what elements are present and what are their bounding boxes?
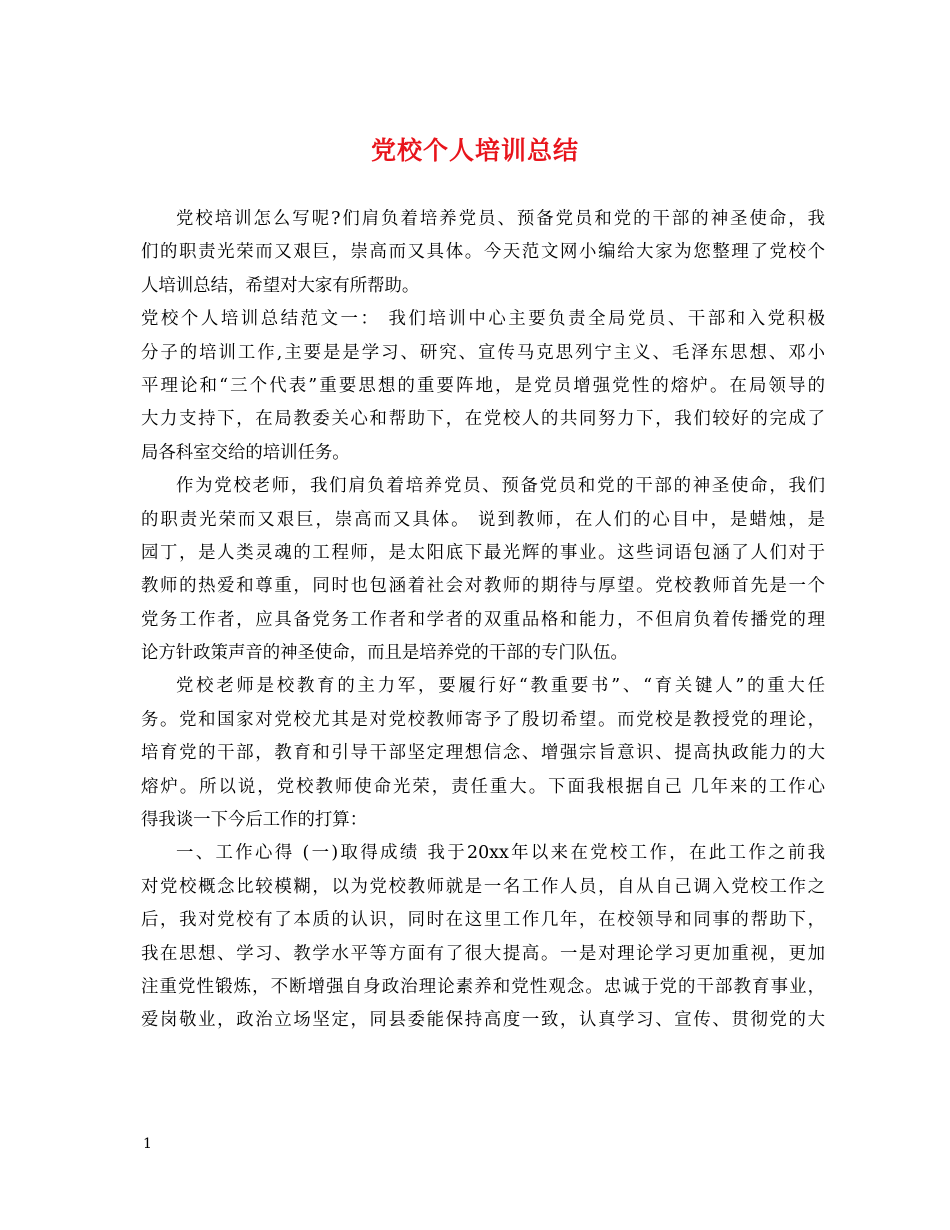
text-line: 局各科室交给的培训任务。: [141, 442, 350, 463]
text-line: 们的职责光荣而又艰巨，崇高而又具体。今天范文网小编给大家为您整理了党校个: [141, 242, 825, 263]
text-line: 培育党的干部，教育和引导干部坚定理想信念、增强宗旨意识、提高执政能力的大: [141, 743, 825, 764]
text-line: 注重党性锻炼，不断增强自身政治理论素养和党性观念。忠诚于党的干部教育事业，: [141, 976, 825, 997]
text-line: 大力支持下，在局教委关心和帮助下，在党校人的共同努力下，我们较好的完成了: [141, 409, 825, 430]
text-line: 园丁，是人类灵魂的工程师，是太阳底下最光辉的事业。这些词语包涵了人们对于: [141, 542, 825, 563]
text-line: 党校个人培训总结范文一： 我们培训中心主要负责全局党员、干部和入党积极: [141, 309, 825, 330]
text-line: 党校老师是校教育的主力军，要履行好“教重要书”、“育关键人”的重大任: [176, 676, 825, 697]
page-number: 1: [143, 1136, 152, 1152]
text-line: 平理论和“三个代表”重要思想的重要阵地，是党员增强党性的熔炉。在局领导的: [141, 375, 825, 396]
text-line: 后，我对党校有了本质的认识，同时在这里工作几年，在校领导和同事的帮助下，: [141, 910, 825, 931]
text-line: 党务工作者，应具备党务工作者和学者的双重品格和能力，不但肩负着传播党的理: [141, 609, 825, 630]
text-line: 熔炉。所以说，党校教师使命光荣，责任重大。下面我根据自己 几年来的工作心: [141, 776, 825, 797]
text-line: 分子的培训工作,主要是是学习、研究、宣传马克思列宁主义、毛泽东思想、邓小: [141, 342, 825, 363]
text-line: 作为党校老师，我们肩负着培养党员、预备党员和党的干部的神圣使命，我们: [176, 476, 825, 497]
text-line: 人培训总结，希望对大家有所帮助。: [141, 275, 420, 296]
text-line: 的职责光荣而又艰巨，崇高而又具体。 说到教师，在人们的心目中，是蜡烛，是: [141, 509, 825, 530]
text-line: 教师的热爱和尊重，同时也包涵着社会对教师的期待与厚望。党校教师首先是一个: [141, 576, 825, 597]
text-line: 论方针政策声音的神圣使命，而且是培养党的干部的专门队伍。: [141, 643, 628, 664]
text-line: 爱岗敬业，政治立场坚定，同县委能保持高度一致，认真学习、宣传、贯彻党的大: [141, 1010, 825, 1031]
document-body: [141, 203, 825, 1038]
text-line: 务。党和国家对党校尤其是对党校教师寄予了殷切希望。而党校是教授党的理论，: [141, 709, 825, 730]
document-title: 党校个人培训总结: [370, 136, 579, 165]
text-line: 一、工作心得 (一)取得成绩 我于20xx年以来在党校工作，在此工作之前我: [176, 843, 825, 864]
text-line: 我在思想、学习、教学水平等方面有了很大提高。一是对理论学习更加重视，更加: [141, 943, 825, 964]
text-line: 得我谈一下今后工作的打算：: [141, 810, 368, 831]
text-line: 对党校概念比较模糊，以为党校教师就是一名工作人员，自从自己调入党校工作之: [141, 876, 825, 897]
text-line: 党校培训怎么写呢?们肩负着培养党员、预备党员和党的干部的神圣使命，我: [176, 209, 825, 229]
